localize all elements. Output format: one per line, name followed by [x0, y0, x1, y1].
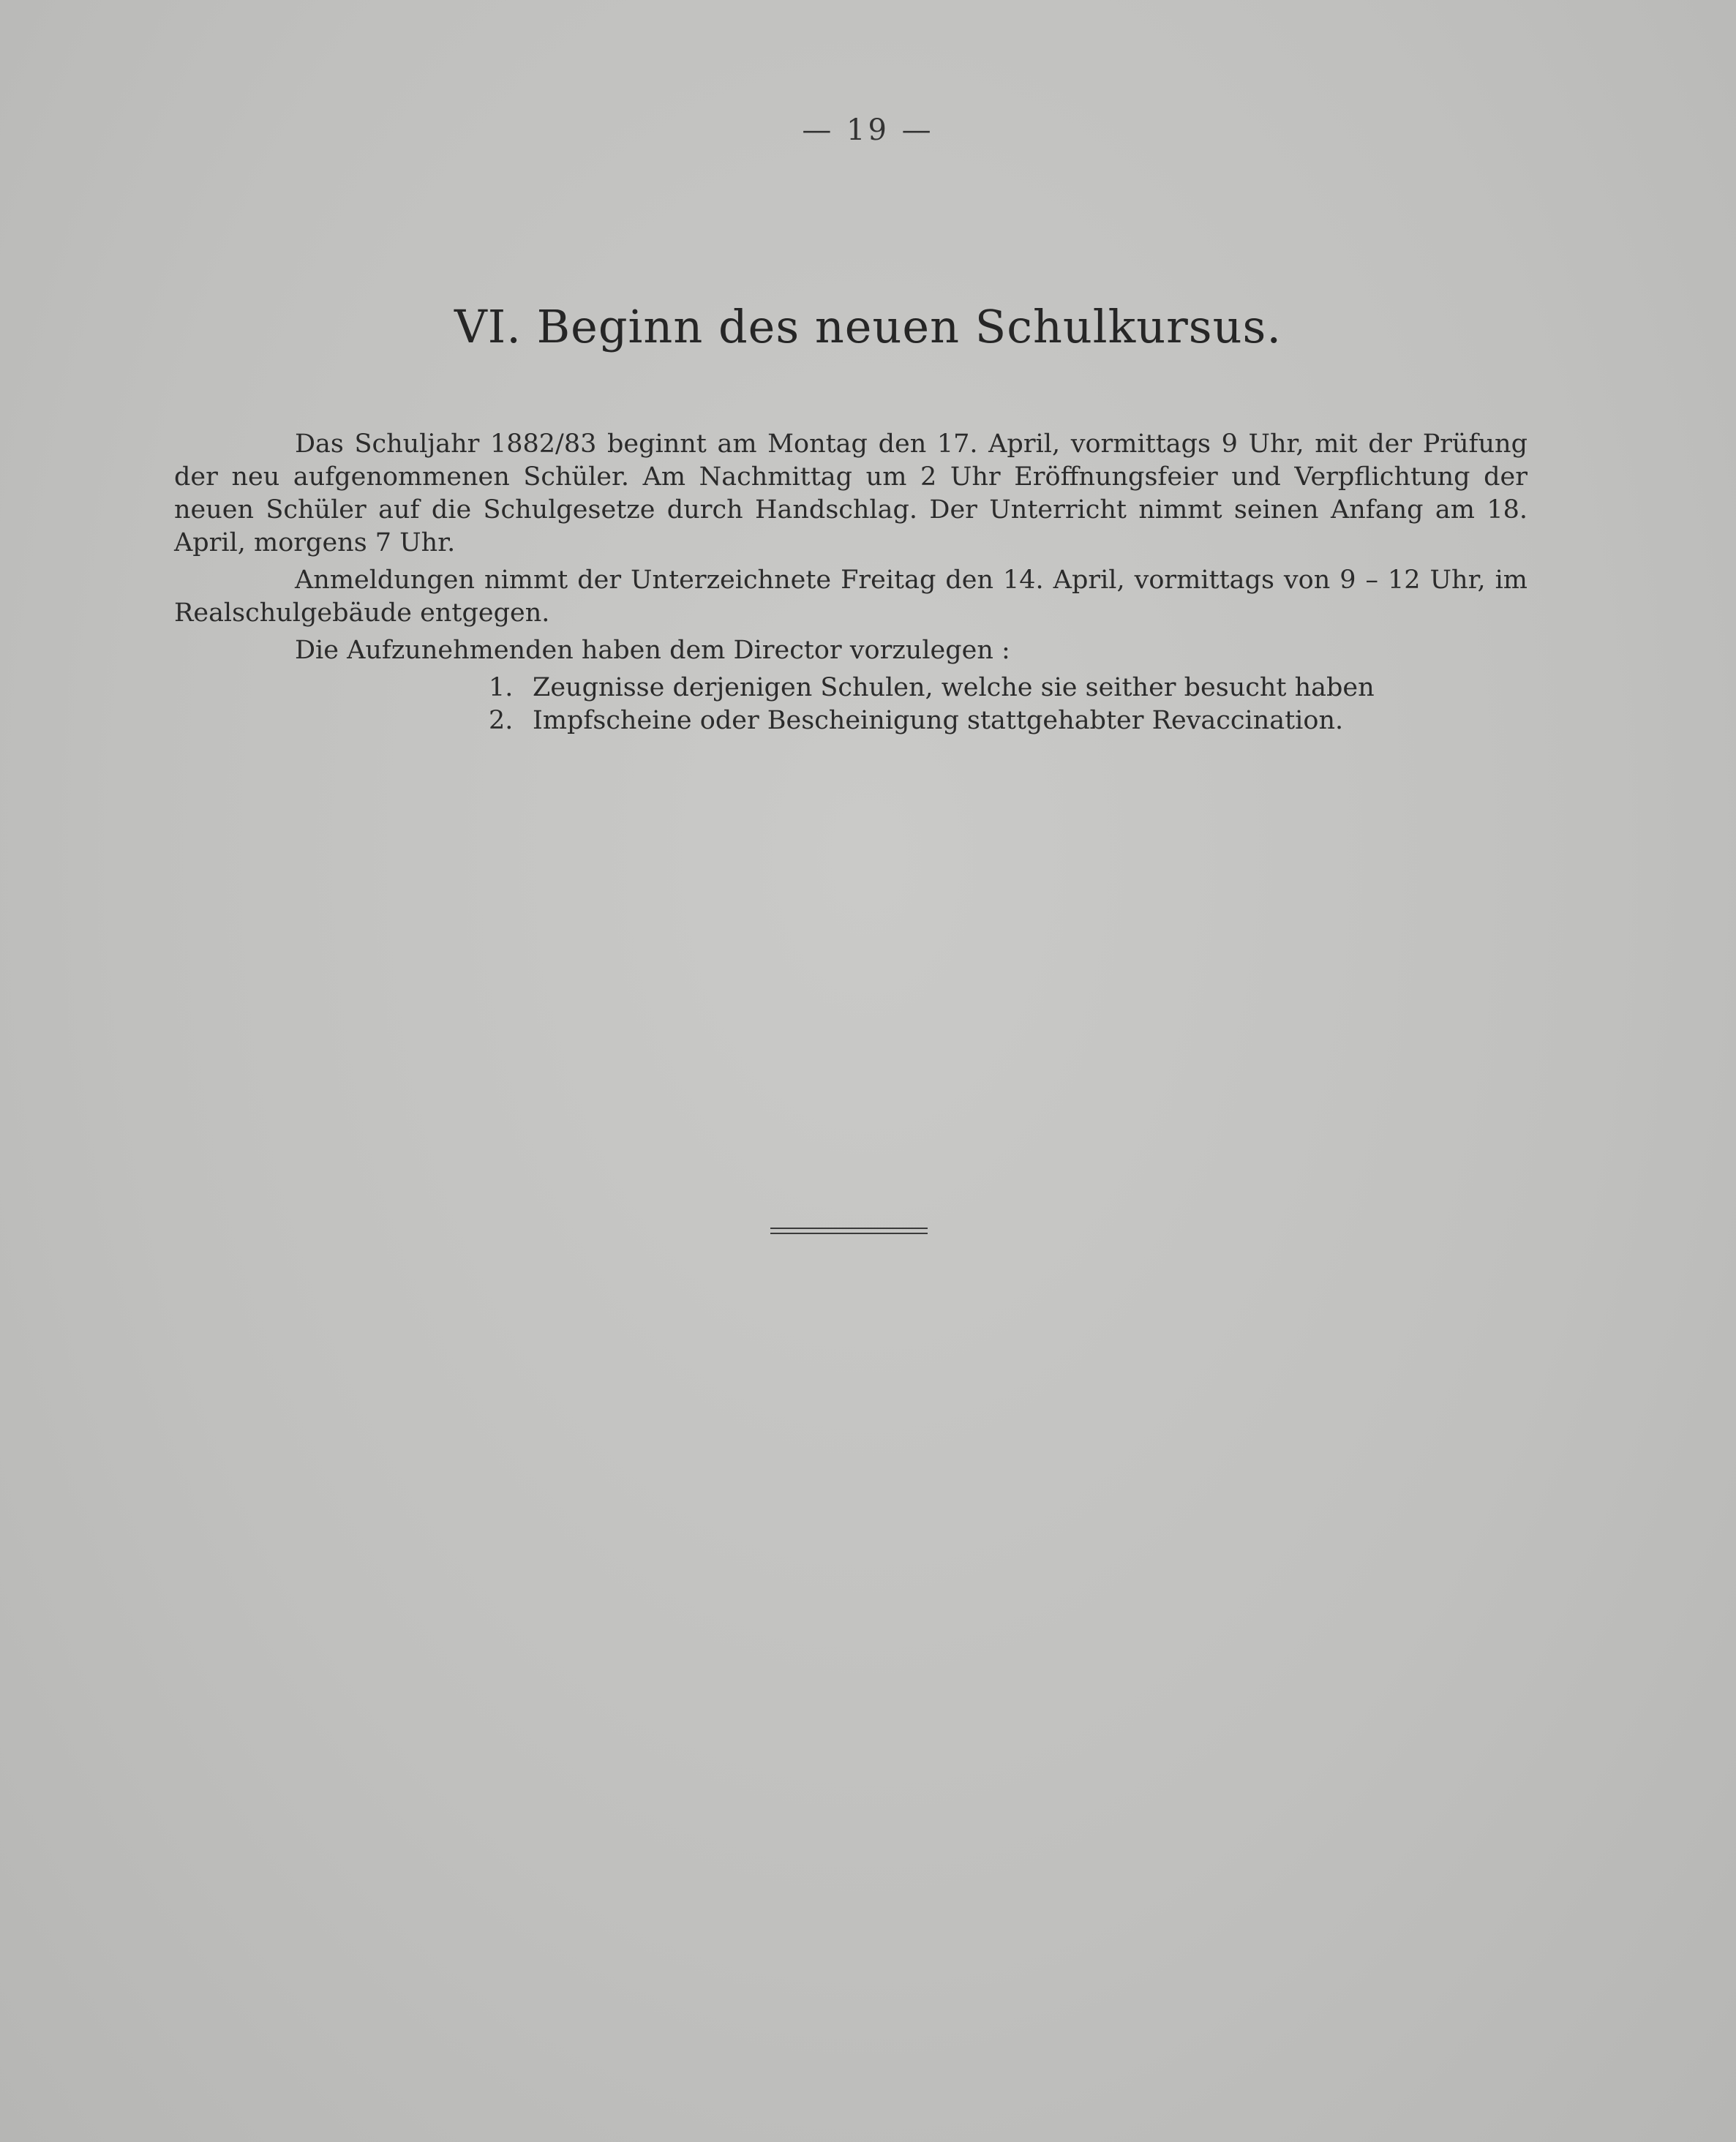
paragraph-schedule: Das Schuljahr 1882/83 beginnt am Montag den 17. April, vormittags 9 Uhr, mit der Prüfung der neu aufgenommenen Schüler. Am Nachmittag um 2 Uhr Eröffnungsfeier und Verpflichtung der neuen Schüler auf die Schulgesetze durch Handschlag. Der Unterricht nimmt seinen Anfang am 18. April, morgens 7 Uhr. — [174, 429, 1528, 557]
list-item-number: 1. — [489, 673, 514, 702]
page-number: — 19 — — [802, 113, 934, 147]
list-item — [489, 672, 1528, 704]
paragraph-requirements: Die Aufzunehmenden haben dem Director vorzulegen : — [295, 636, 1010, 665]
requirements-list — [174, 672, 1528, 737]
list-item-number: 2. — [489, 706, 514, 735]
paragraph-registration: Anmeldungen nimmt der Unterzeichnete Freitag den 14. April, vormittags von 9 – 12 Uhr, im Realschulgebäude entgegen. — [174, 565, 1528, 628]
list-item — [489, 704, 1528, 737]
section-heading: VI. Beginn des neuen Schulkursus. — [454, 300, 1282, 353]
list-item-text: Impfscheine oder Bescheinigung stattgehabter Revaccination. — [533, 706, 1344, 735]
closing-double-rule — [770, 1228, 928, 1234]
list-item-text: Zeugnisse derjenigen Schulen, welche sie seither besucht haben — [533, 673, 1375, 702]
body-text — [174, 428, 1528, 737]
